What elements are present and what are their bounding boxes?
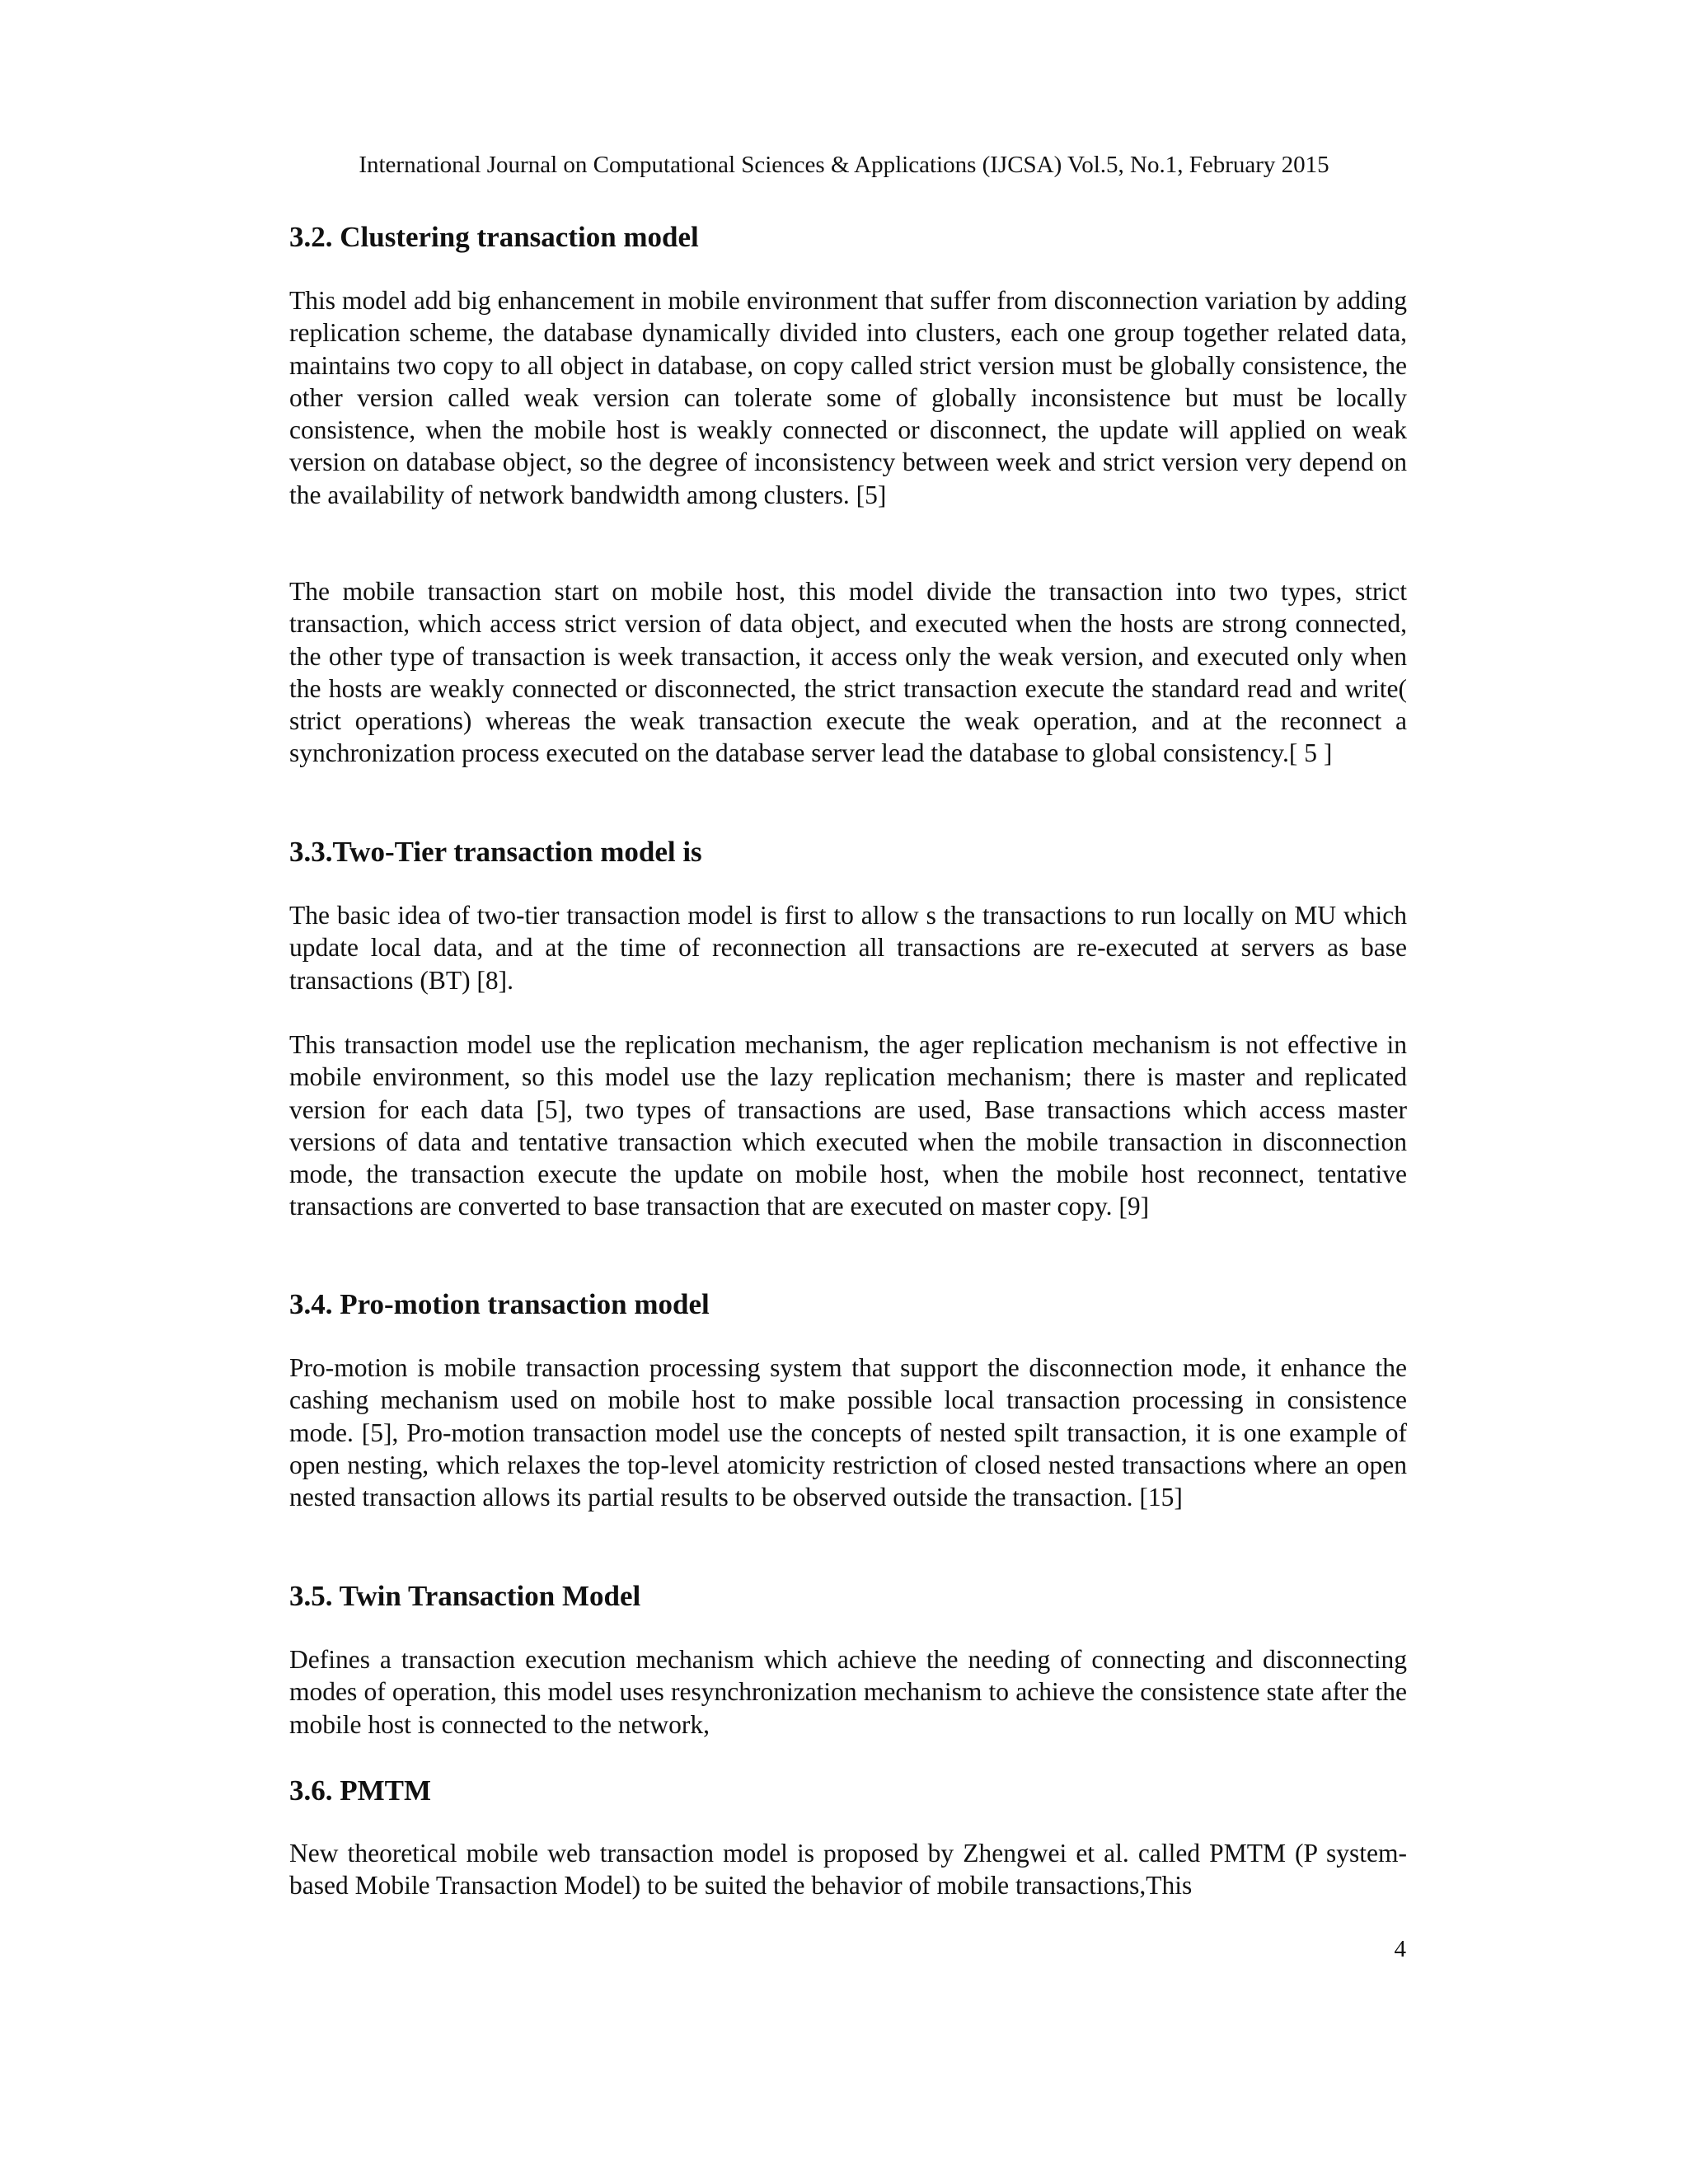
section-heading-3-5: 3.5. Twin Transaction Model [289,1580,641,1612]
section-3-3-paragraph-1: The basic idea of two-tier transaction model is first to allow s the transactions to run locally on MU which update local data, and at the time of reconnection all transactions are re-executed at servers as base transactions (BT) [8]. [289,901,1407,995]
running-header: International Journal on Computational Sciences & Applications (IJCSA) Vol.5, No.1, February 2015 [359,152,1329,178]
section-heading-3-6: 3.6. PMTM [289,1774,432,1807]
section-3-2-paragraph-1: This model add big enhancement in mobile environment that suffer from disconnection variation by adding replication scheme, the database dynamically divided into clusters, each one group together related data, maintains two copy to all object in database, on copy called strict version must be globally consistence, the other version called weak version can tolerate some of globally inconsistence but must be locally consistence, when the mobile host is weakly connected or disconnect, the update will applied on weak version on database object, so the degree of inconsistency between week and strict version very depend on the availability of network bandwidth among clusters. [5] [289,286,1407,509]
section-3-3-paragraph-2: This transaction model use the replication mechanism, the ager replication mechanism is not effective in mobile environment, so this model use the lazy replication mechanism; there is master and replicated version for each data [5], two types of transactions are used, Base transactions which access master versions of data and tentative transaction which executed when the mobile transaction in disconnection mode, the transaction execute the update on mobile host, when the mobile host reconnect, tentative transactions are converted to base transaction that are executed on master copy. [9] [289,1030,1407,1221]
section-heading-3-2: 3.2. Clustering transaction model [289,221,699,253]
section-3-6-paragraph-1: New theoretical mobile web transaction model is proposed by Zhengwei et al. called PMTM (P system-based Mobile Transaction Model) to be suited the behavior of mobile transactions,This [289,1839,1407,1900]
section-heading-3-4: 3.4. Pro-motion transaction model [289,1288,710,1320]
section-heading-3-3: 3.3.Two-Tier transaction model is [289,836,702,868]
section-3-4-paragraph-1: Pro-motion is mobile transaction processing system that support the disconnection mode, it enhance the cashing mechanism used on mobile host to make possible local transaction processing in consistence mode. [5], Pro-motion transaction model use the concepts of nested spilt transaction, it is one example of open nesting, which relaxes the top-level atomicity restriction of closed nested transactions where an open nested transaction allows its partial results to be observed outside the transaction. [15] [289,1353,1407,1512]
section-3-5-paragraph-1: Defines a transaction execution mechanism which achieve the needing of connecting and disconnecting modes of operation, this model uses resynchronization mechanism to achieve the consistence state after the mobile host is connected to the network, [289,1645,1407,1739]
page-number: 4 [1394,1936,1406,1962]
section-3-2-paragraph-2: The mobile transaction start on mobile host, this model divide the transaction into two types, strict transaction, which access strict version of data object, and executed when the hosts are strong connected, the other type of transaction is week transaction, it access only the weak version, and executed only when the hosts are weakly connected or disconnected, the strict transaction execute the standard read and write( strict operations) whereas the weak transaction execute the weak operation, and at the reconnect a synchronization process executed on the database server lead the database to global consistency.[ 5 ] [289,577,1407,768]
